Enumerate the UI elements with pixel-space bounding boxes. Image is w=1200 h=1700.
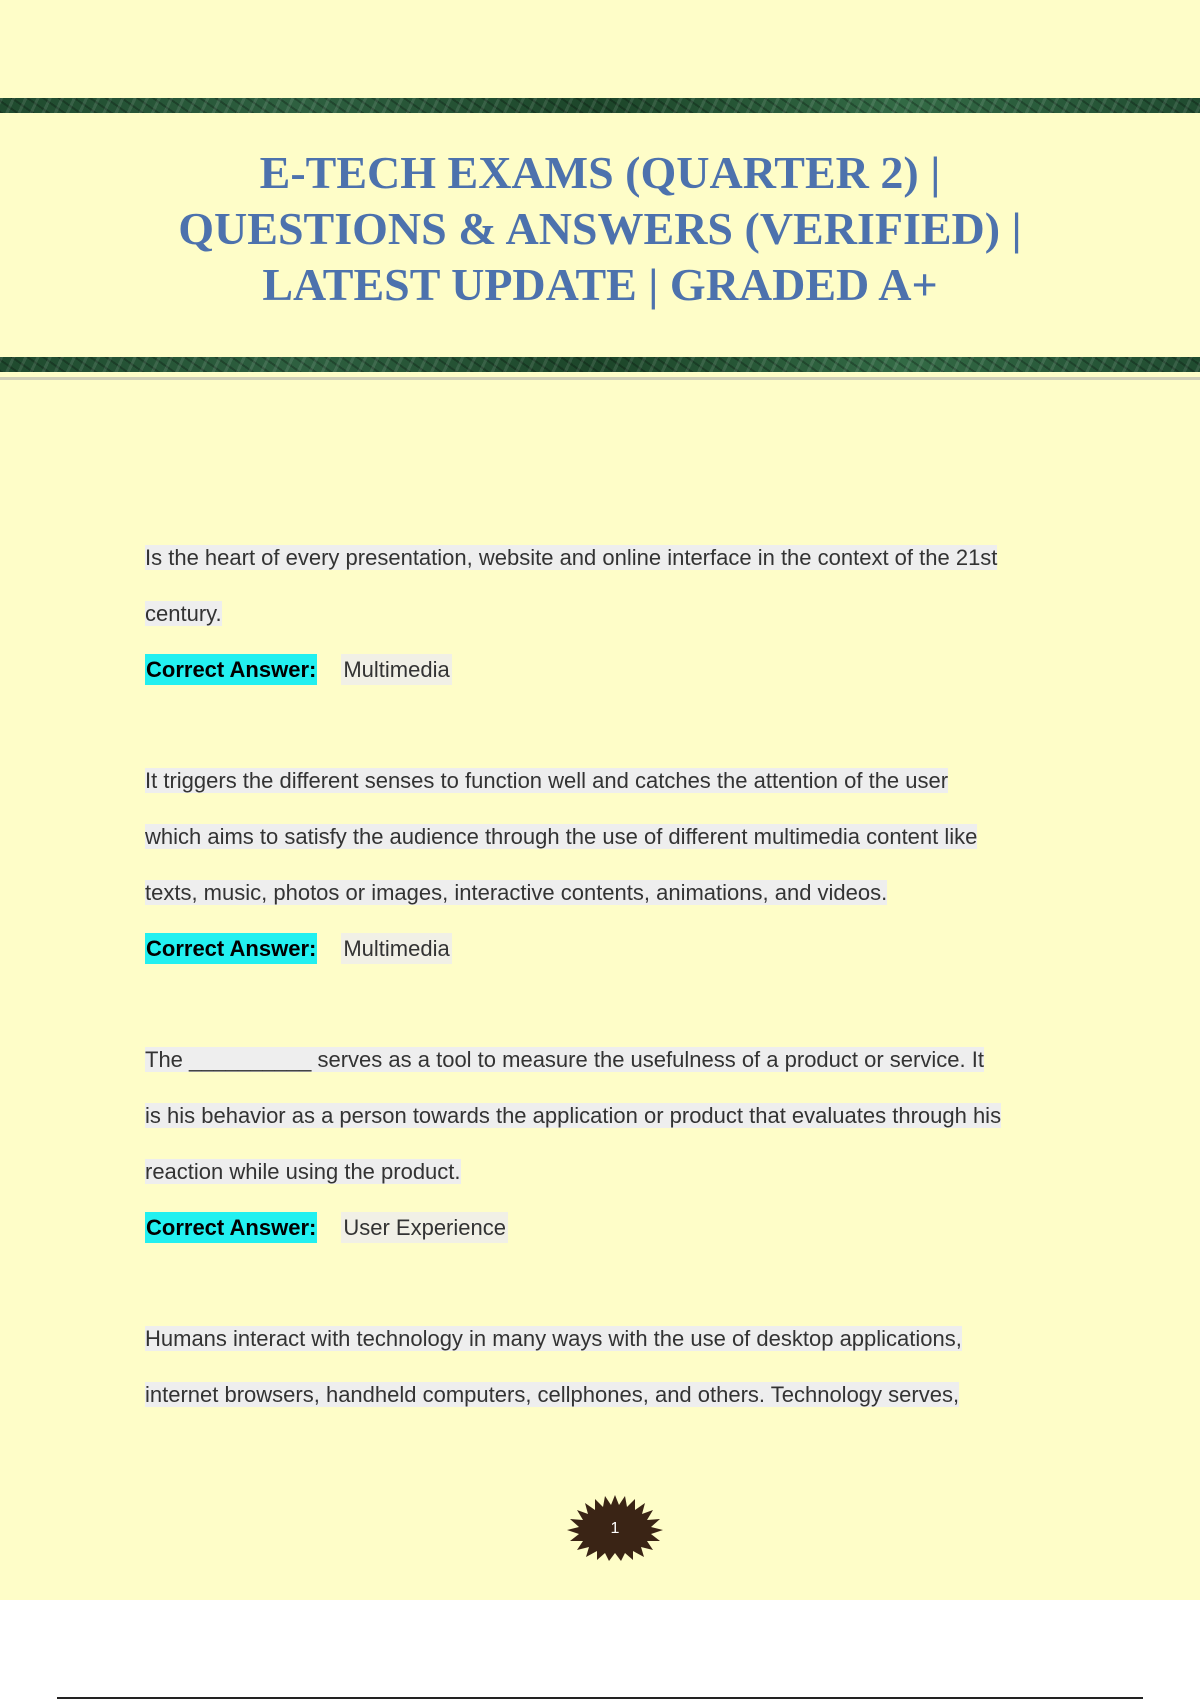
question-line: which aims to satisfy the audience through the use of different multimedia content like [145,824,978,849]
qa-item [145,1032,1105,1256]
answer-text: Multimedia [341,933,451,964]
title-line-3: LATEST UPDATE | GRADED A+ [262,259,938,310]
document-title [60,145,1140,313]
question-line: Humans interact with technology in many ways with the use of desktop applications, [145,1326,962,1351]
question-text [145,1032,1105,1200]
answer-row [145,921,1105,977]
qa-list [145,530,1105,1478]
answer-row [145,1200,1105,1256]
title-line-2: QUESTIONS & ANSWERS (VERIFIED) | [178,203,1022,254]
answer-row [145,642,1105,698]
question-line: texts, music, photos or images, interactive contents, animations, and videos. [145,880,888,905]
question-text [145,1311,1105,1423]
header-top-band [0,98,1200,113]
correct-answer-label: Correct Answer: [145,933,317,964]
qa-item [145,1311,1105,1423]
question-line: is his behavior as a person towards the application or product that evaluates through his [145,1103,1002,1128]
qa-item [145,753,1105,977]
answer-text: Multimedia [341,654,451,685]
page-number-seal [565,1493,665,1561]
correct-answer-label: Correct Answer: [145,1212,317,1243]
question-text [145,530,1105,642]
question-line: It triggers the different senses to function well and catches the attention of the user [145,768,949,793]
header-bottom-band [0,357,1200,372]
answer-text: User Experience [341,1212,508,1243]
question-line: reaction while using the product. [145,1159,461,1184]
question-line: Is the heart of every presentation, website and online interface in the context of the 21st [145,545,998,570]
question-line: internet browsers, handheld computers, cellphones, and others. Technology serves, [145,1382,960,1407]
qa-item [145,530,1105,698]
footer-rule [57,1697,1143,1699]
question-line: The __________ serves as a tool to measure the usefulness of a product or service. It [145,1047,984,1072]
title-line-1: E-TECH EXAMS (QUARTER 2) | [259,147,941,198]
header-divider [0,377,1200,380]
question-text [145,753,1105,921]
question-line: century. [145,601,222,626]
page-number: 1 [610,1520,620,1537]
correct-answer-label: Correct Answer: [145,654,317,685]
